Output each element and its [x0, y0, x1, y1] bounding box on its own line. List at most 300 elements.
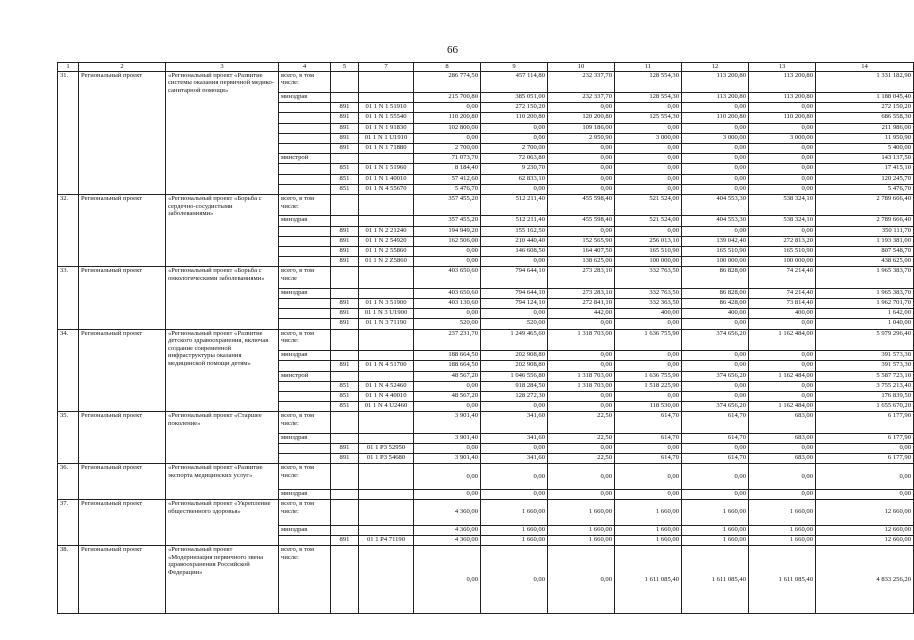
cell-kbk: [359, 194, 414, 216]
cell-value: 0,00: [749, 464, 816, 490]
cell-value: 100 000,00: [615, 257, 682, 267]
cell-value: 0,00: [548, 351, 615, 361]
cell-value: 232 337,70: [548, 93, 615, 103]
cell-value: 3 901,40: [414, 433, 481, 443]
cell-value: 0,00: [682, 319, 749, 329]
cell-value: 403 650,60: [414, 288, 481, 298]
row-number: 36.: [58, 464, 79, 500]
cell-value: 403 650,60: [414, 267, 481, 289]
cell-value: 512 211,40: [481, 194, 548, 216]
row-label: [279, 226, 331, 236]
cell-value: 0,00: [414, 402, 481, 412]
cell-value: 918 284,50: [481, 381, 548, 391]
project-type: Региональный проект: [79, 545, 166, 614]
cell-value: 0,00: [816, 489, 914, 499]
cell-value: 0,00: [749, 351, 816, 361]
cell-value: 341,60: [481, 412, 548, 434]
cell-value: 128 554,30: [615, 71, 682, 93]
row-label: всего, в том числе:: [279, 545, 331, 614]
cell-value: 0,00: [615, 351, 682, 361]
cell-code: 891: [331, 299, 359, 309]
row-label: [279, 535, 331, 545]
cell-kbk: [359, 267, 414, 289]
cell-value: 0,00: [548, 226, 615, 236]
cell-value: 4 360,00: [414, 535, 481, 545]
table-row: [58, 412, 914, 434]
cell-code: 891: [331, 103, 359, 113]
row-number: 37.: [58, 500, 79, 546]
cell-value: 3 901,40: [414, 454, 481, 464]
row-label: минздрав: [279, 489, 331, 499]
cell-value: 100 000,00: [682, 257, 749, 267]
cell-value: 3 000,00: [682, 133, 749, 143]
budget-table: [57, 62, 914, 614]
row-label: [279, 123, 331, 133]
cell-value: 0,00: [615, 123, 682, 133]
cell-kbk: [359, 489, 414, 499]
cell-value: 807 548,70: [816, 247, 914, 257]
cell-value: 0,00: [548, 391, 615, 401]
cell-value: 0,00: [682, 103, 749, 113]
cell-value: 0,00: [682, 154, 749, 164]
cell-value: 188 664,50: [414, 361, 481, 371]
cell-value: 22,50: [548, 412, 615, 434]
project-name: «Региональный проект «Укрепление общественного здоровья»: [166, 500, 279, 546]
column-header: 10: [548, 63, 615, 72]
table-row: [58, 329, 914, 351]
cell-value: 48 567,20: [414, 371, 481, 381]
cell-value: 165 510,90: [615, 247, 682, 257]
cell-value: 0,00: [414, 309, 481, 319]
row-label: всего, в том числе:: [279, 194, 331, 216]
cell-value: 164 407,50: [548, 247, 615, 257]
cell-value: 0,00: [682, 443, 749, 453]
page-number: 66: [447, 44, 458, 56]
cell-value: 4 360,00: [414, 525, 481, 535]
table-row: [58, 464, 914, 490]
cell-value: 86 428,00: [682, 299, 749, 309]
cell-code: 851: [331, 391, 359, 401]
row-label: [279, 361, 331, 371]
row-label: всего, в том числе:: [279, 329, 331, 351]
cell-value: 6 177,90: [816, 412, 914, 434]
cell-code: 891: [331, 257, 359, 267]
cell-value: 0,00: [481, 402, 548, 412]
cell-kbk: [359, 525, 414, 535]
row-label: [279, 443, 331, 453]
row-label: минстрой: [279, 371, 331, 381]
cell-value: 0,00: [481, 257, 548, 267]
cell-value: 1 660,00: [481, 535, 548, 545]
cell-value: 109 186,00: [548, 123, 615, 133]
cell-kbk: 01 1 N 1 55540: [359, 113, 414, 123]
row-label: минздрав: [279, 216, 331, 226]
cell-value: 139 042,40: [682, 236, 749, 246]
cell-kbk: [359, 216, 414, 226]
cell-value: 1 660,00: [682, 535, 749, 545]
row-label: минздрав: [279, 93, 331, 103]
table-row: [58, 194, 914, 216]
cell-value: 1 162 484,00: [749, 329, 816, 351]
cell-value: 0,00: [615, 226, 682, 236]
column-header: 3: [166, 63, 279, 72]
row-number: 33.: [58, 267, 79, 329]
row-label: минздрав: [279, 433, 331, 443]
row-label: [279, 309, 331, 319]
cell-kbk: 01 1 N 2 54920: [359, 236, 414, 246]
cell-value: 0,00: [548, 464, 615, 490]
row-number: 38.: [58, 545, 79, 614]
cell-value: 0,00: [749, 391, 816, 401]
cell-value: 0,00: [749, 381, 816, 391]
cell-kbk: [359, 371, 414, 381]
cell-code: [331, 500, 359, 526]
cell-value: 4 833 256,20: [816, 545, 914, 614]
cell-value: 1 660,00: [682, 525, 749, 535]
cell-value: 1 660,00: [481, 500, 548, 526]
row-label: [279, 133, 331, 143]
cell-value: 128 272,30: [481, 391, 548, 401]
cell-value: 0,00: [749, 226, 816, 236]
cell-value: 0,00: [615, 154, 682, 164]
cell-value: 0,00: [414, 443, 481, 453]
cell-value: 0,00: [548, 402, 615, 412]
cell-value: 110 200,80: [414, 113, 481, 123]
table-row: [58, 500, 914, 526]
row-label: всего, в том числе:: [279, 464, 331, 490]
cell-kbk: 01 1 N 4 U2460: [359, 402, 414, 412]
cell-value: 146 608,50: [481, 247, 548, 257]
cell-kbk: 01 1 P3 52950: [359, 443, 414, 453]
cell-value: 0,00: [615, 464, 682, 490]
cell-value: 374 656,20: [682, 402, 749, 412]
cell-value: 391 573,30: [816, 361, 914, 371]
cell-value: 72 063,80: [481, 154, 548, 164]
row-number: 32.: [58, 194, 79, 266]
cell-value: 385 051,00: [481, 93, 548, 103]
cell-value: 0,00: [548, 489, 615, 499]
cell-kbk: 01 1 N 2 21240: [359, 226, 414, 236]
cell-kbk: 01 1 P4 71190: [359, 535, 414, 545]
cell-value: 457 114,80: [481, 71, 548, 93]
cell-kbk: 01 1 N 2 Z5860: [359, 257, 414, 267]
row-number: 31.: [58, 71, 79, 194]
row-label: всего, в том числе:: [279, 412, 331, 434]
cell-value: 512 211,40: [481, 216, 548, 226]
cell-value: 0,00: [682, 164, 749, 174]
row-label: [279, 391, 331, 401]
cell-value: 0,00: [749, 319, 816, 329]
table-row: [58, 545, 914, 614]
row-label: всего, в том числе: [279, 267, 331, 289]
cell-value: 0,00: [481, 309, 548, 319]
cell-kbk: [359, 93, 414, 103]
cell-value: 110 200,80: [682, 113, 749, 123]
cell-code: [331, 216, 359, 226]
cell-value: 1 660,00: [548, 500, 615, 526]
cell-value: 0,00: [682, 361, 749, 371]
cell-value: 341,60: [481, 454, 548, 464]
cell-value: 113 200,80: [682, 71, 749, 93]
cell-value: 1 318 703,00: [548, 371, 615, 381]
row-label: [279, 103, 331, 113]
cell-kbk: [359, 329, 414, 351]
cell-value: 1 660,00: [481, 525, 548, 535]
cell-kbk: 01 1 N 4 55670: [359, 184, 414, 194]
cell-value: 0,00: [682, 123, 749, 133]
project-type: Региональный проект: [79, 412, 166, 464]
project-name: «Региональный проект «Модернизация первичного звена здравоохранения Российской Федерации»: [166, 545, 279, 614]
project-name: «Региональный проект «Развитие экспорта медицинских услуг»: [166, 464, 279, 500]
cell-code: 851: [331, 174, 359, 184]
cell-value: 1 318 703,00: [548, 329, 615, 351]
cell-kbk: 01 1 N 3 51900: [359, 299, 414, 309]
cell-value: 232 337,70: [548, 71, 615, 93]
cell-value: 0,00: [548, 144, 615, 154]
cell-value: 0,00: [816, 443, 914, 453]
cell-value: 120 200,80: [548, 113, 615, 123]
cell-value: 0,00: [682, 174, 749, 184]
cell-value: 1 040,00: [816, 319, 914, 329]
cell-code: 891: [331, 454, 359, 464]
cell-code: 891: [331, 236, 359, 246]
cell-value: 400,00: [749, 309, 816, 319]
cell-value: 0,00: [682, 184, 749, 194]
cell-value: 0,00: [615, 144, 682, 154]
cell-code: [331, 71, 359, 93]
cell-value: 614,70: [682, 433, 749, 443]
cell-value: 374 656,20: [682, 329, 749, 351]
cell-kbk: [359, 500, 414, 526]
column-header: 13: [749, 63, 816, 72]
cell-value: 6 177,90: [816, 433, 914, 443]
cell-value: 1 636 755,90: [615, 371, 682, 381]
cell-value: 374 656,20: [682, 371, 749, 381]
cell-value: 0,00: [749, 361, 816, 371]
cell-value: 12 660,00: [816, 535, 914, 545]
cell-value: 162 506,00: [414, 236, 481, 246]
cell-code: [331, 351, 359, 361]
cell-code: 891: [331, 144, 359, 154]
cell-value: 0,00: [615, 103, 682, 113]
column-header-row: [58, 63, 914, 72]
cell-value: 0,00: [682, 381, 749, 391]
cell-value: 100 000,00: [749, 257, 816, 267]
cell-value: 1 642,00: [816, 309, 914, 319]
cell-code: 891: [331, 123, 359, 133]
cell-value: 0,00: [615, 361, 682, 371]
cell-code: [331, 194, 359, 216]
cell-value: 62 833,10: [481, 174, 548, 184]
row-label: [279, 184, 331, 194]
project-type: Региональный проект: [79, 464, 166, 500]
cell-value: 0,00: [548, 443, 615, 453]
cell-code: [331, 433, 359, 443]
cell-value: 1 162 484,00: [749, 402, 816, 412]
column-header: 1: [58, 63, 79, 72]
cell-code: 851: [331, 402, 359, 412]
cell-value: 0,00: [481, 443, 548, 453]
cell-value: 272 841,10: [548, 299, 615, 309]
cell-kbk: 01 1 N 3 71190: [359, 319, 414, 329]
cell-value: 5 587 723,10: [816, 371, 914, 381]
cell-value: 0,00: [615, 164, 682, 174]
table-row: [58, 267, 914, 289]
cell-value: 538 324,10: [749, 216, 816, 226]
column-header: 14: [816, 63, 914, 72]
cell-value: 155 162,50: [481, 226, 548, 236]
table-row: [58, 71, 914, 93]
cell-value: 86 828,00: [682, 267, 749, 289]
cell-value: 273 283,10: [548, 267, 615, 289]
cell-value: 400,00: [682, 309, 749, 319]
cell-value: 1 611 085,40: [682, 545, 749, 614]
cell-value: 794 644,10: [481, 267, 548, 289]
cell-value: 1 249 465,60: [481, 329, 548, 351]
cell-kbk: 01 1 N 2 55860: [359, 247, 414, 257]
cell-value: 22,50: [548, 454, 615, 464]
cell-code: [331, 267, 359, 289]
cell-value: 520,00: [481, 319, 548, 329]
row-label: [279, 299, 331, 309]
cell-value: 538 324,10: [749, 194, 816, 216]
cell-value: 0,00: [615, 489, 682, 499]
cell-value: 0,00: [749, 184, 816, 194]
cell-kbk: [359, 288, 414, 298]
cell-value: 3 901,40: [414, 412, 481, 434]
column-header: 12: [682, 63, 749, 72]
cell-value: 194 949,20: [414, 226, 481, 236]
cell-code: [331, 525, 359, 535]
cell-value: 74 214,40: [749, 267, 816, 289]
column-header: 11: [615, 63, 682, 72]
cell-value: 272 813,20: [749, 236, 816, 246]
cell-value: 272 150,20: [816, 103, 914, 113]
cell-value: 0,00: [548, 164, 615, 174]
cell-value: 0,00: [749, 103, 816, 113]
row-label: [279, 164, 331, 174]
cell-code: [331, 545, 359, 614]
column-header: 8: [414, 63, 481, 72]
cell-value: 0,00: [749, 123, 816, 133]
cell-value: 1 046 556,80: [481, 371, 548, 381]
cell-value: 0,00: [548, 545, 615, 614]
cell-value: 1 655 670,20: [816, 402, 914, 412]
project-name: «Региональный проект «Борьба с онкологическими заболеваниями»: [166, 267, 279, 329]
row-label: [279, 257, 331, 267]
cell-value: 118 530,00: [615, 402, 682, 412]
cell-value: 1 611 085,40: [749, 545, 816, 614]
cell-value: 0,00: [682, 391, 749, 401]
cell-value: 0,00: [548, 154, 615, 164]
row-label: [279, 113, 331, 123]
cell-value: 0,00: [481, 464, 548, 490]
project-name: «Региональный проект «Борьба с сердечно-сосудистыми заболеваниями»: [166, 194, 279, 266]
project-name: «Региональный проект «Развитие детского здравоохранения, включая создание современной инфраструктуры оказания медицинской помощи детям»: [166, 329, 279, 412]
cell-value: 2 789 666,40: [816, 216, 914, 226]
cell-value: 272 150,20: [481, 103, 548, 113]
cell-value: 520,00: [414, 319, 481, 329]
cell-code: 891: [331, 133, 359, 143]
cell-value: 5 476,70: [414, 184, 481, 194]
cell-value: 455 598,40: [548, 194, 615, 216]
cell-value: 0,00: [749, 154, 816, 164]
cell-kbk: 01 1 N 4 51700: [359, 361, 414, 371]
cell-value: 438 625,00: [816, 257, 914, 267]
cell-code: [331, 329, 359, 351]
cell-value: 1 965 383,70: [816, 267, 914, 289]
cell-value: 0,00: [682, 351, 749, 361]
cell-value: 0,00: [414, 381, 481, 391]
cell-value: 143 137,50: [816, 154, 914, 164]
cell-value: 403 130,60: [414, 299, 481, 309]
cell-value: 521 524,00: [615, 216, 682, 226]
cell-kbk: 01 1 N 4 40010: [359, 391, 414, 401]
cell-value: 0,00: [481, 489, 548, 499]
cell-kbk: 01 1 N 1 51960: [359, 164, 414, 174]
cell-value: 0,00: [548, 103, 615, 113]
cell-value: 273 283,10: [548, 288, 615, 298]
row-label: минздрав: [279, 351, 331, 361]
cell-value: 1 162 484,00: [749, 371, 816, 381]
cell-value: 165 510,90: [682, 247, 749, 257]
cell-value: 110 200,80: [749, 113, 816, 123]
cell-value: 0,00: [548, 174, 615, 184]
cell-value: 357 455,20: [414, 216, 481, 226]
cell-value: 71 073,70: [414, 154, 481, 164]
cell-value: 1 660,00: [749, 535, 816, 545]
budget-table-body: [58, 63, 914, 614]
cell-value: 2 950,90: [548, 133, 615, 143]
cell-value: 11 950,90: [816, 133, 914, 143]
cell-code: 891: [331, 247, 359, 257]
cell-value: 210 440,40: [481, 236, 548, 246]
cell-value: 0,00: [682, 489, 749, 499]
cell-value: 332 763,50: [615, 267, 682, 289]
cell-code: 891: [331, 113, 359, 123]
cell-value: 1 660,00: [682, 500, 749, 526]
cell-kbk: 01 1 P3 54680: [359, 454, 414, 464]
cell-value: 0,00: [414, 247, 481, 257]
cell-value: 1 660,00: [548, 525, 615, 535]
cell-code: 891: [331, 226, 359, 236]
cell-value: 0,00: [548, 184, 615, 194]
cell-value: 5 400,00: [816, 144, 914, 154]
cell-value: 0,00: [615, 443, 682, 453]
cell-value: 5 979 296,40: [816, 329, 914, 351]
cell-value: 614,70: [615, 433, 682, 443]
cell-value: 1 636 755,90: [615, 329, 682, 351]
cell-value: 165 510,90: [749, 247, 816, 257]
cell-value: 1 660,00: [615, 500, 682, 526]
cell-value: 6 177,90: [816, 454, 914, 464]
cell-value: 614,70: [615, 454, 682, 464]
cell-value: 0,00: [682, 226, 749, 236]
cell-value: 0,00: [481, 133, 548, 143]
cell-value: 256 013,10: [615, 236, 682, 246]
cell-value: 113 200,80: [749, 71, 816, 93]
cell-kbk: 01 1 N 1 91830: [359, 123, 414, 133]
cell-code: [331, 489, 359, 499]
cell-value: 614,70: [615, 412, 682, 434]
cell-value: 125 554,30: [615, 113, 682, 123]
cell-kbk: 01 1 N 4 52460: [359, 381, 414, 391]
cell-value: 0,00: [414, 545, 481, 614]
cell-value: 0,00: [414, 103, 481, 113]
column-header: 4: [279, 63, 331, 72]
cell-value: 0,00: [548, 319, 615, 329]
cell-code: 891: [331, 361, 359, 371]
